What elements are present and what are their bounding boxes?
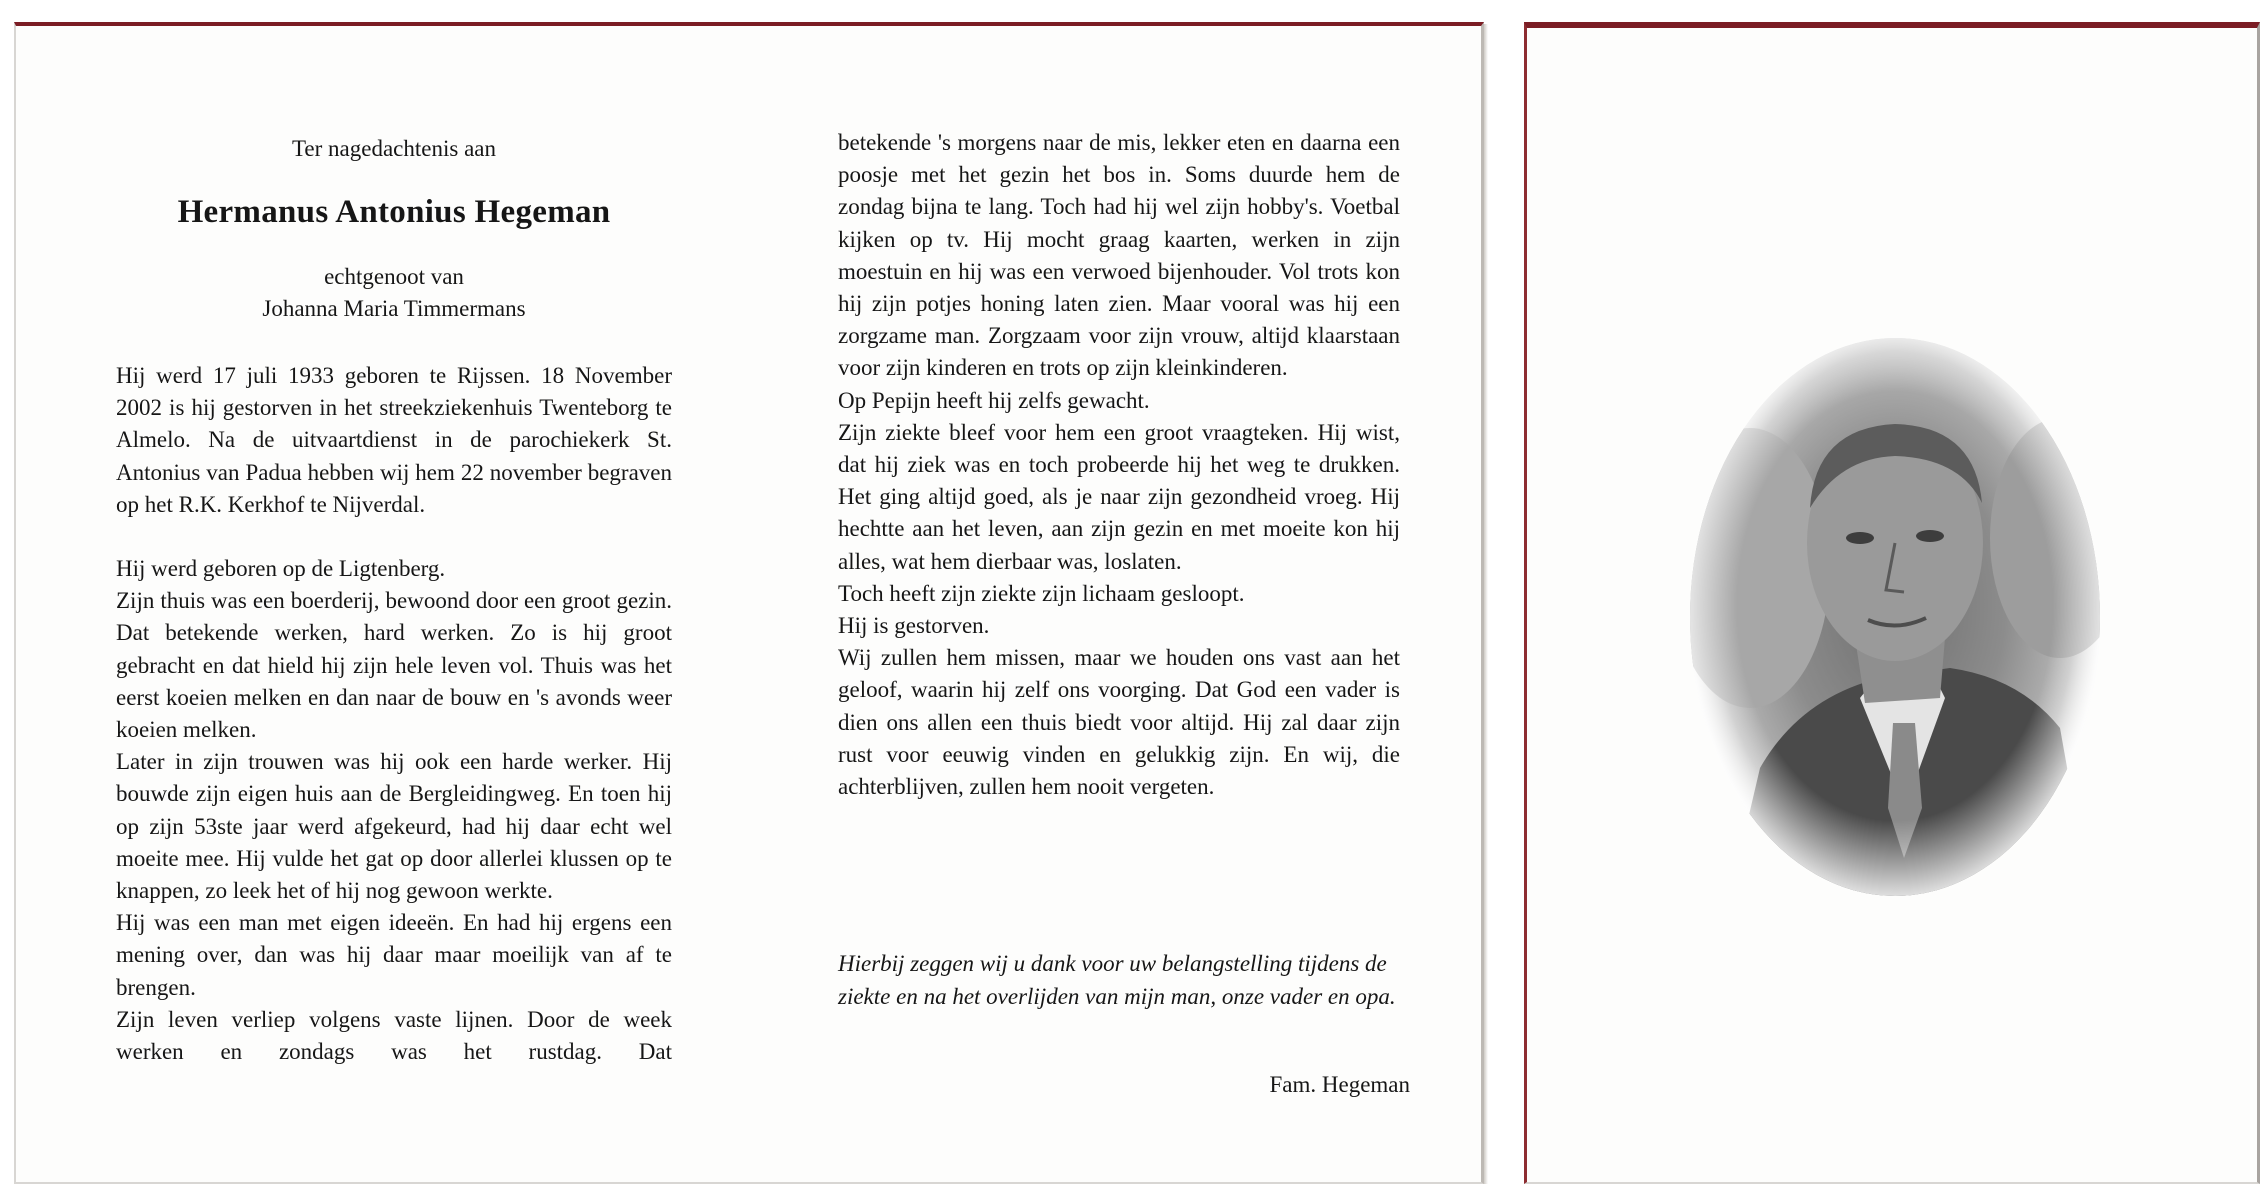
paragraph: Zijn ziekte bleef voor hem een groot vraagteken. Hij wist, dat hij ziek was en toch probeerde hij het weg te drukken. Het ging altijd goed, als je naar zijn gezondheid vroeg. Hij hechtte aan het leven, aan zijn gezin en met moeite kon hij alles, wat hem dierbaar was, loslaten. bbox=[838, 419, 1400, 574]
deceased-name: Hermanus Antonius Hegeman bbox=[177, 194, 611, 230]
paragraph: Hij werd geboren op de Ligtenberg. bbox=[116, 556, 446, 582]
paragraph: Later in zijn trouwen was hij ook een harde werker. Hij bouwde zijn eigen huis aan de Bergleidingweg. En toen hij op zijn 53ste jaar werd afgekeurd, had hij daar echt wel moeite mee. Hij vulde het gat op door allerlei klussen op te knappen, zo leek het of hij nog gewoon werkte. bbox=[116, 749, 672, 904]
paragraph: Wij zullen hem missen, maar we houden ons vast aan het geloof, waarin hij zelf ons voorging. Dat God een vader is dien ons allen een thuis biedt voor altijd. Hij zal daar zijn rust voor eeuwig vinden en gelukkig zijn. En wij, die achterblijven, zullen hem nooit vergeten. bbox=[838, 645, 1400, 800]
spouse-name: Johanna Maria Timmermans bbox=[262, 296, 526, 321]
paragraph: Toch heeft zijn ziekte zijn lichaam gesloopt. bbox=[838, 580, 1245, 606]
memorial-intro: Ter nagedachtenis aan bbox=[291, 136, 496, 161]
spouse-label: echtgenoot van bbox=[324, 264, 464, 289]
thank-you-note: Hierbij zeggen wij u dank voor uw belangstelling tijdens de ziekte en na het overlijden van mijn man, onze vader en opa. bbox=[838, 951, 1396, 1009]
card-fold-shadow bbox=[1484, 24, 1488, 1184]
paragraph: Hij was een man met eigen ideeën. En had hij ergens een mening over, dan was hij daar maar moeilijk van af te brengen. bbox=[116, 910, 672, 1000]
text-column-right bbox=[838, 127, 1400, 803]
portrait-photo-icon bbox=[1690, 338, 2100, 896]
paragraph: Op Pepijn heeft hij zelfs gewacht. bbox=[838, 387, 1150, 413]
text-column-left bbox=[116, 360, 672, 1068]
paragraph: betekende 's morgens naar de mis, lekker eten en daarna een poosje met het gezin het bos in. Soms duurde hem de zondag bijna te lang. Toch had hij wel zijn hobby's. Voetbal kijken op tv. Hij mocht graag kaarten, werken in zijn moestuin en hij was een verwoed bijenhouder. Vol trots kon hij zijn potjes honing laten zien. Maar vooral was hij een zorgzame man. Zorgzaam voor zijn vrouw, altijd klaarstaan voor zijn kinderen en trots op zijn kleinkinderen. bbox=[838, 130, 1400, 381]
paragraph: Hij is gestorven. bbox=[838, 613, 990, 639]
portrait-silhouette bbox=[1690, 338, 2100, 896]
paragraph: Hij werd 17 juli 1933 geboren te Rijssen. 18 November 2002 is hij gestorven in het streekziekenhuis Twenteborg te Almelo. Na de uitvaartdienst in de parochiekerk St. Antonius van Padua hebben wij hem 22 november begraven op het R.K. Kerkhof te Nijverdal. bbox=[116, 363, 672, 517]
paragraph: Zijn thuis was een boerderij, bewoond door een groot gezin. Dat betekende werken, hard werken. Zo is hij groot gebracht en dat hield hij zijn hele leven vol. Thuis was het eerst koeien melken en dan naar de bouw en 's avonds weer koeien melken. bbox=[116, 588, 672, 743]
paragraph: Zijn leven verliep volgens vaste lijnen. Door de week werken en zondags was het rustdag. Dat bbox=[116, 1006, 672, 1065]
family-signature: Fam. Hegeman bbox=[1269, 1072, 1410, 1097]
